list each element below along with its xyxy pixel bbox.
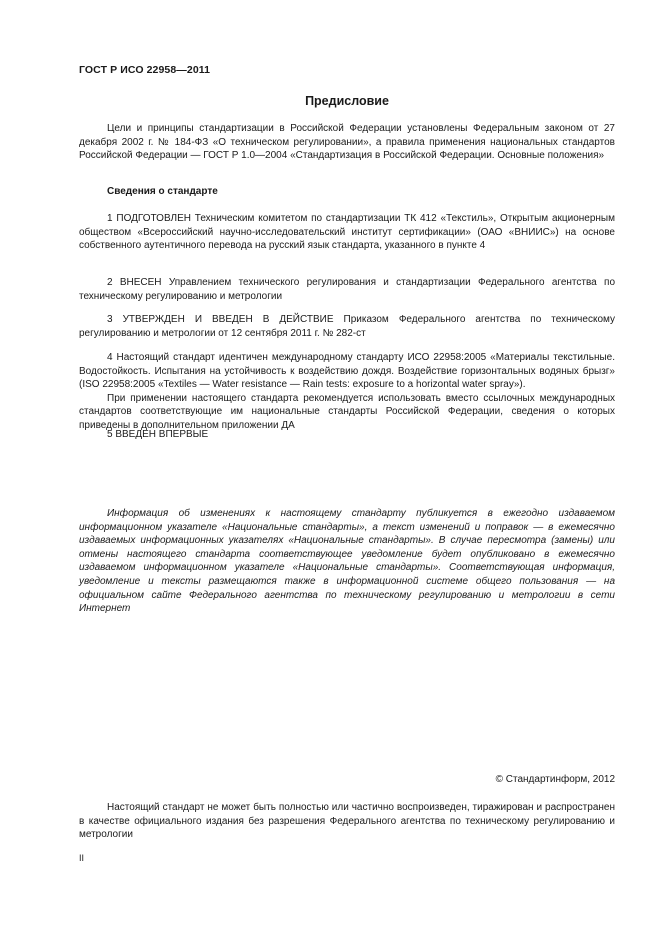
notice-paragraph: Информация об изменениях к настоящему стандарту публикуется в ежегодно издаваемом информационном указателе «Национальные стандарты», а текст изменений и поправок — в ежемесячно издаваемых информационных указателях «Национальные стандарты». В случае пересмотра (замены) или отмены настоящего стандарта соответствующее уведомление будет опубликовано в ежемесячно издаваемом информационном указателе «Национальные стандарты». Соответствующая информация, уведомление и тексты размещаются также в информационной системе общего пользования — на официальном сайте Федерального агентства по техническому регулированию и метрологии в сети Интернет xyxy=(79,508,615,615)
reproduction-paragraph: Настоящий стандарт не может быть полностью или частично воспроизведен, тиражирован и распространен в качестве официального издания без разрешения Федерального агентства по техническому регулированию и метрологии xyxy=(79,802,615,841)
intro-paragraph: Цели и принципы стандартизации в Российской Федерации установлены Федеральным законом от 27 декабря 2002 г. № 184-ФЗ «О техническом регулировании», а правила применения национальных стандартов Российской Федерации — ГОСТ Р 1.0—2004 «Стандартизация в Российской Федерации. Основные положения» xyxy=(79,123,615,162)
list-item-5: 5 ВВЕДЕН ВПЕРВЫЕ xyxy=(107,429,209,440)
list-item-4-note: При применении настоящего стандарта рекомендуется использовать вместо ссылочных международных стандартов соответствующие им национальные стандарты Российской Федерации, сведения о которых приведены в дополнительном приложении ДА xyxy=(79,392,615,431)
item-4-block xyxy=(79,351,615,433)
page-number: II xyxy=(79,853,85,863)
item-2-block xyxy=(79,276,615,303)
document-code: ГОСТ Р ИСО 22958—2011 xyxy=(79,64,211,76)
notice-section xyxy=(79,507,615,616)
item-3-block xyxy=(79,313,615,340)
intro-section xyxy=(79,122,615,163)
list-item-4: 4 Настоящий стандарт идентичен международному стандарту ИСО 22958:2005 «Материалы текстильные. Водостойкость. Испытания на устойчивость к воздействию дождя. Воздействие горизонтальных водяных брызг» (ISO 22958:2005 «Textiles — Water resistance — Rain tests: exposure to a horizontal water spray»). xyxy=(79,352,615,391)
list-item-2: 2 ВНЕСЕН Управлением технического регулирования и стандартизации Федерального агентства по техническому регулированию и метрологии xyxy=(79,277,615,302)
reproduction-section xyxy=(79,801,615,842)
list-item-3: 3 УТВЕРЖДЕН И ВВЕДЕН В ДЕЙСТВИЕ Приказом Федерального агентства по техническому регулированию и метрологии от 12 сентября 2011 г. № 282-ст xyxy=(79,314,615,339)
standard-info-heading-block xyxy=(79,185,615,199)
list-item-1: 1 ПОДГОТОВЛЕН Техническим комитетом по стандартизации ТК 412 «Текстиль», Открытым акционерным обществом «Всероссийский научно-исследовательский институт сертификации» (ОАО «ВНИИС») на основе собственного аутентичного перевода на русский язык стандарта, указанного в пункте 4 xyxy=(79,213,615,252)
section-heading: Сведения о стандарте xyxy=(107,186,218,197)
copyright-text: © Стандартинформ, 2012 xyxy=(495,774,615,785)
item-1-block xyxy=(79,212,615,253)
page-title: Предисловие xyxy=(305,94,389,108)
item-5-block xyxy=(79,428,615,442)
